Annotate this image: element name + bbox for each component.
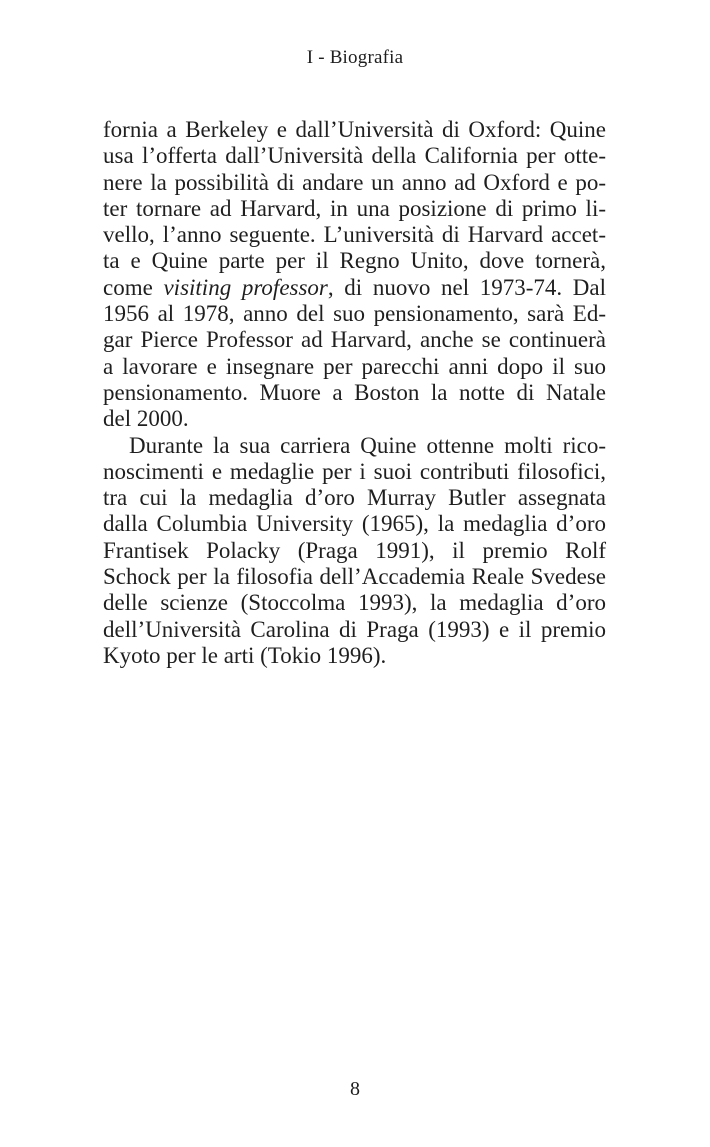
- text-line: Schock per la filosofia dell’Accademia Reale Svedese: [103, 564, 606, 590]
- text-line: delle scienze (Stoccolma 1993), la medaglia d’oro: [103, 590, 606, 616]
- text-line: Kyoto per le arti (Tokio 1996).: [103, 642, 387, 668]
- italic-term: visiting professor: [163, 274, 328, 300]
- text-line: 1956 al 1978, anno del suo pensionamento, sarà Ed-: [103, 301, 606, 327]
- text-run: , di nuovo nel 1973-74. Dal: [327, 274, 606, 300]
- text-line: gar Pierce Professor ad Harvard, anche se continuerà: [103, 327, 606, 353]
- text-line: a lavorare e insegnare per parecchi anni dopo il suo: [103, 353, 606, 379]
- text-line: ta e Quine parte per il Regno Unito, dove tornerà,: [103, 248, 606, 274]
- text-line: dalla Columbia University (1965), la medaglia d’oro: [103, 511, 606, 537]
- text-line: usa l’offerta dall’Università della California per otte-: [103, 143, 606, 169]
- paragraph-2: [103, 433, 606, 670]
- text-line: Durante la sua carriera Quine ottenne molti rico-: [129, 432, 606, 458]
- text-line: nere la possibilità di andare un anno ad Oxford e po-: [103, 169, 606, 195]
- text-line: pensionamento. Muore a Boston la notte di Natale: [103, 379, 606, 405]
- text-line: vello, l’anno seguente. L’università di Harvard accet-: [103, 222, 606, 248]
- page-number: 8: [350, 1078, 360, 1100]
- text-line: Frantisek Polacky (Praga 1991), il premio Rolf: [103, 537, 606, 563]
- text-line: del 2000.: [103, 406, 189, 432]
- text-run: come: [103, 274, 164, 300]
- paragraph-1: [103, 117, 606, 433]
- text-line: noscimenti e medaglie per i suoi contributi filosofici,: [103, 458, 606, 484]
- body-text: [103, 117, 606, 669]
- text-line: fornia a Berkeley e dall’Università di Oxford: Quine: [103, 117, 606, 142]
- text-line: dell’Università Carolina di Praga (1993) e il premio: [103, 616, 606, 642]
- text-line: tra cui la medaglia d’oro Murray Butler assegnata: [103, 485, 606, 511]
- text-line: ter tornare ad Harvard, in una posizione di primo li-: [103, 195, 606, 221]
- text-line: [103, 275, 606, 301]
- running-header: I - Biografia: [306, 47, 404, 68]
